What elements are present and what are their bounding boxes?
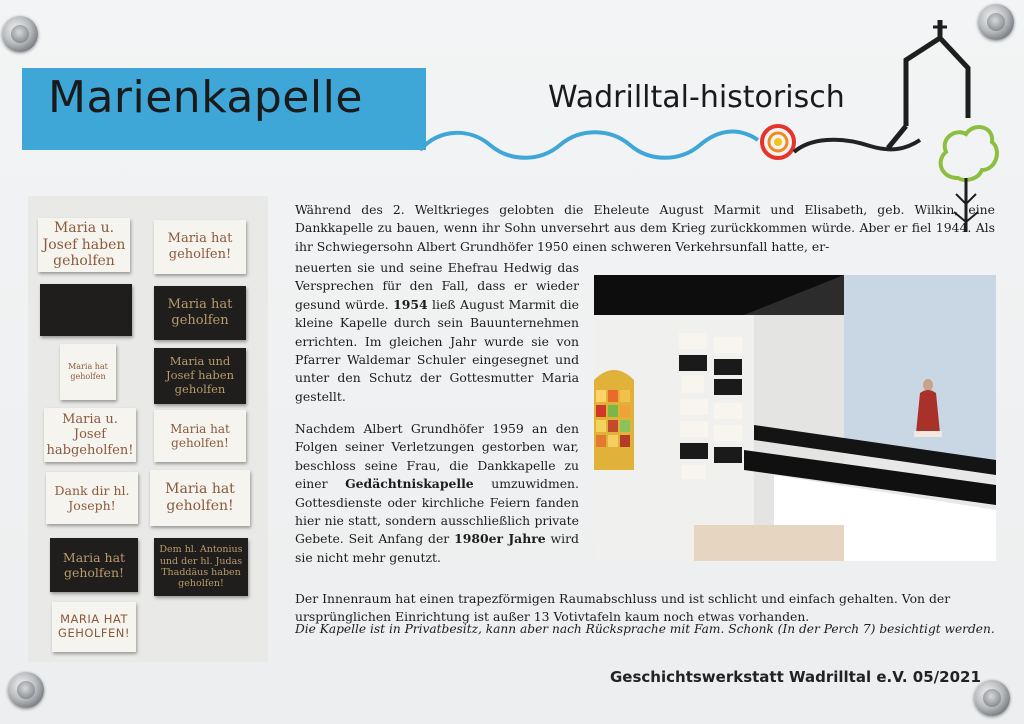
page-subtitle: Wadrilltal-historisch	[548, 80, 845, 115]
plaque	[150, 470, 250, 526]
plaque	[154, 220, 246, 274]
plaque-text: Dem hl. Antonius und der hl. Judas Thaddäus haben geholfen!	[159, 544, 243, 590]
plaque	[50, 538, 138, 592]
plaque-text: Maria hat geholfen!	[170, 421, 230, 450]
memorial-text-a: Nachdem Albert Grundhöfer 1959 an den Folgen seiner Verletzungen gestorben war, beschloss seine Frau, die Dankkapelle zu einer	[295, 421, 579, 492]
plaque	[154, 286, 246, 340]
interior-description: Der Innenraum hat einen trapezförmigen Raumabschluss und ist schlicht und einfach gehalten. Von der ursprünglichen Einrichtung ist außer 13 Votivtafeln kaum noch etwas vorhanden.	[295, 591, 951, 624]
plaque	[60, 344, 116, 400]
interior-illustration	[594, 275, 996, 561]
plaque-text: Maria u. Josef haben geholfen	[42, 219, 126, 270]
page-title: Marienkapelle	[48, 72, 363, 123]
plaque-text: Maria hat geholfen!	[167, 231, 233, 262]
history-text-b: ließ August Marmit die kleine Kapelle durch sein Bauunternehmen errichten. Im gleichen Jahr wurde sie von Pfarrer Waldemar Schuler eingesegnet und unter den Schutz der Gottesmutter Maria gestellt.	[295, 296, 579, 404]
plaque-text: MARIA HAT GEHOLFEN!	[58, 612, 130, 640]
plaque	[52, 602, 136, 652]
plaque-text: Maria hat geholfen!	[62, 550, 126, 580]
screw-bottom-left	[8, 672, 44, 708]
screw-top-right	[978, 4, 1014, 40]
credit-line: Geschichtswerkstatt Wadrilltal e.V. 05/2021	[610, 668, 981, 686]
intro-text: Während des 2. Weltkrieges gelobten die Eheleute August Marmit und Elisabeth, geb. Wilkin, eine Dankkapelle zu bauen, wenn ihr Sohn unversehrt aus dem Krieg zurückkommen würde. Aber er fiel 1944. Als ihr Schwiegersohn Albert Grundhöfer 1950 einen schweren Verkehrsunfall hatte, er-	[295, 202, 995, 254]
plaque	[44, 408, 136, 462]
year-1954: 1954	[393, 296, 428, 312]
plaque	[38, 218, 130, 272]
paragraph-history	[295, 259, 579, 406]
visiting-note: Die Kapelle ist in Privatbesitz, kann aber nach Rücksprache mit Fam. Schonk (In der Perch 7) besichtigt werden.	[295, 622, 995, 636]
paragraph-intro	[295, 201, 995, 256]
plaque-text: Maria hat geholfen	[68, 362, 108, 381]
memorial-text-b: umzuwidmen. Gottesdienste oder kirchliche Feiern fanden hier nie statt, sondern ausschließlich private Gebete. Seit Anfang der	[295, 476, 579, 547]
plaque-text: Maria u. Josef habgeholfen!	[46, 411, 134, 458]
wave-line	[420, 132, 758, 158]
stained-glass-window	[594, 370, 634, 470]
plaque	[154, 538, 248, 596]
plaque	[154, 348, 246, 404]
road-line	[794, 140, 920, 152]
memorial-text-c: wird sie nicht mehr genutzt.	[295, 531, 579, 565]
screw-top-left	[2, 16, 38, 52]
church-icon	[888, 20, 968, 148]
memorial-keyword: Gedächtniskapelle	[345, 476, 474, 492]
plaque	[154, 410, 246, 462]
plaque-text: Maria und Josef haben geholfen	[166, 354, 234, 396]
votive-plaques-photo	[28, 196, 268, 662]
plaque-text: Maria hat geholfen	[167, 297, 233, 328]
decade-keyword: 1980er Jahre	[454, 531, 546, 547]
plaque-text: Dank dir hl. Joseph!	[54, 483, 130, 513]
plaque-text: Maria hat geholfen!	[165, 481, 235, 514]
plaque	[46, 472, 138, 524]
plaque	[40, 284, 132, 336]
history-text-a: neuerten sie und seine Ehefrau Hedwig das Versprechen für den Fall, dass er wieder gesund würde.	[295, 260, 579, 312]
sun-icon	[762, 126, 794, 158]
paragraph-memorial	[295, 420, 579, 567]
chapel-interior-photo	[594, 275, 996, 561]
